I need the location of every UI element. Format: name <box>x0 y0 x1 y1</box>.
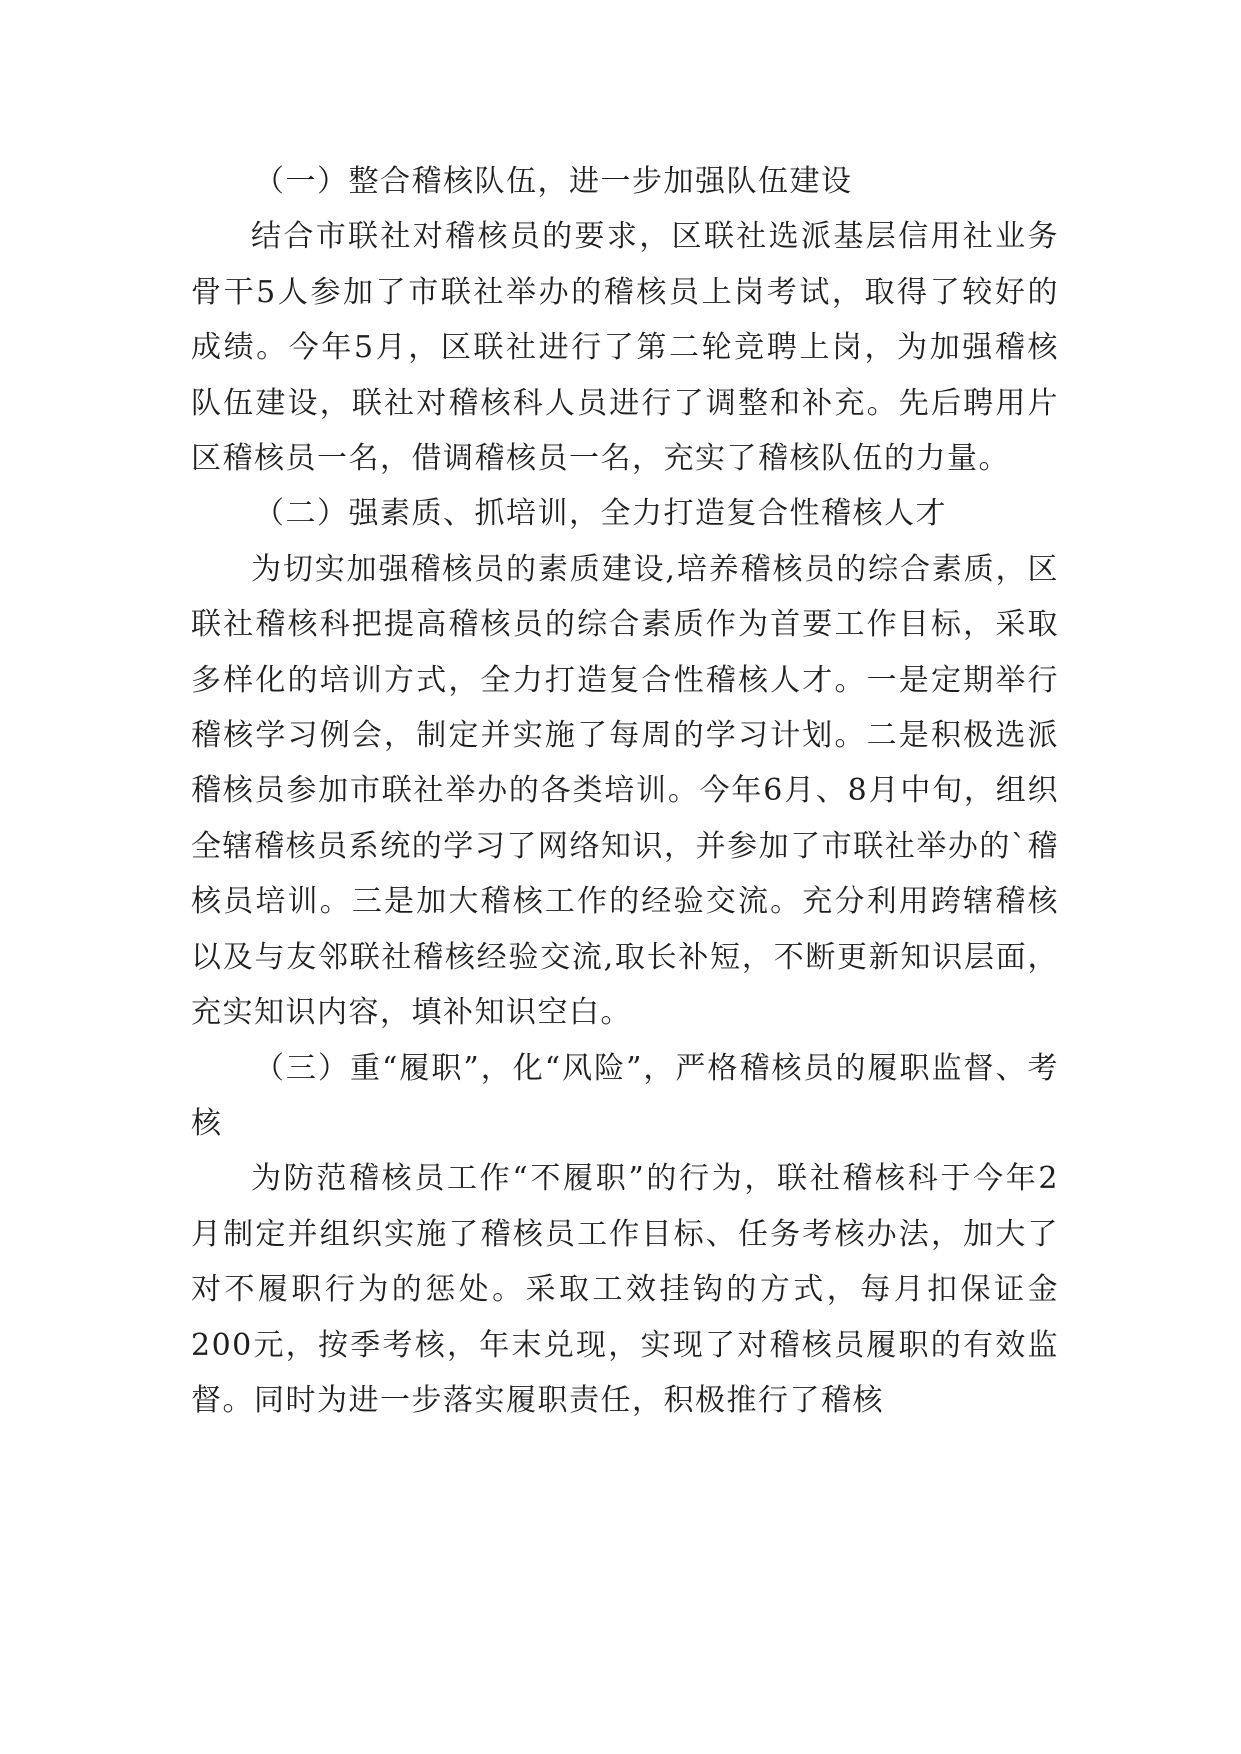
body-paragraph-1: 结合市联社对稽核员的要求，区联社选派基层信用社业务骨干5人参加了市联社举办的稽核员上岗考试，取得了较好的成绩。今年5月，区联社进行了第二轮竞聘上岗，为加强稽核队伍建设，联社对稽核科人员进行了调整和补充。先后聘用片区稽核员一名，借调稽核员一名，充实了稽核队伍的力量。 <box>191 219 1059 477</box>
body-paragraph-2: 为切实加强稽核员的素质建设,培养稽核员的综合素质，区联社稽核科把提高稽核员的综合素质作为首要工作目标，采取多样化的培训方式，全力打造复合性稽核人才。一是定期举行稽核学习例会，制定并实施了每周的学习计划。二是积极选派稽核员参加市联社举办的各类培训。今年6月、8月中旬，组织全辖稽核员系统的学习了网络知识，并参加了市联社举办的`稽核员培训。三是加大稽核工作的经验交流。充分利用跨辖稽核以及与友邻联社稽核经验交流,取长补短，不断更新知识层面，充实知识内容，填补知识空白。 <box>191 551 1059 1031</box>
section-heading-3: （三）重“履职”，化“风险”，严格稽核员的履职监督、考核 <box>191 1050 1059 1141</box>
section-heading-1: （一）整合稽核队伍，进一步加强队伍建设 <box>254 164 853 199</box>
section-heading-2: （二）强素质、抓培训，全力打造复合性稽核人才 <box>254 496 947 532</box>
document-body <box>191 154 1059 1428</box>
body-paragraph-3: 为防范稽核员工作“不履职”的行为，联社稽核科于今年2月制定并组织实施了稽核员工作目标、任务考核办法，加大了对不履职行为的惩处。采取工效挂钩的方式，每月扣保证金200元，按季考核，年末兑现，实现了对稽核员履职的有效监督。同时为进一步落实履职责任，积极推行了稽核 <box>191 1161 1059 1418</box>
